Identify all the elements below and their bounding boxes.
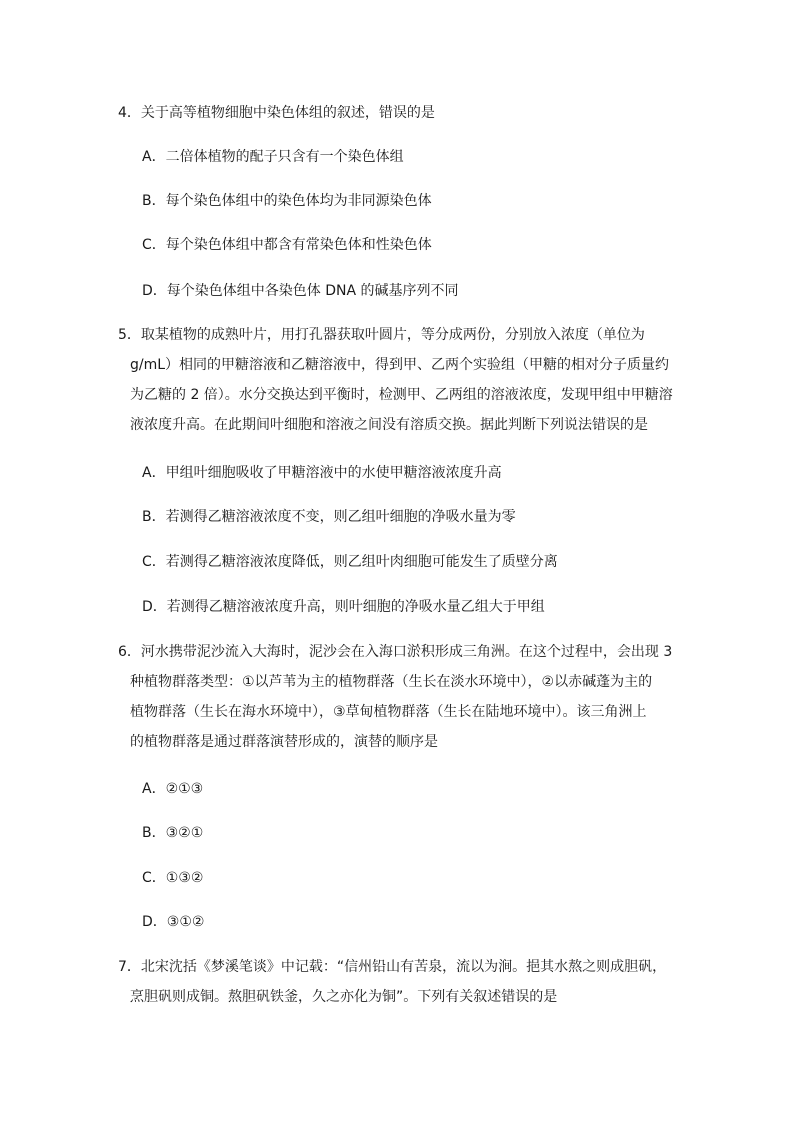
question-7-line-1: [118, 952, 678, 982]
question-4-line-1: [118, 98, 678, 128]
question-6-line-1: [118, 637, 678, 667]
question-5-option-c: C．若测得乙糖溶液浓度降低，则乙组叶肉细胞可能发生了质壁分离: [142, 554, 558, 570]
question-4-option-a: A．二倍体植物的配子只含有一个染色体组: [142, 149, 404, 165]
question-7: [118, 952, 678, 1012]
question-6-option-b: B．③②①: [142, 825, 204, 841]
question-6-stem-1: 河水携带泥沙流入大海时，泥沙会在入海口淤积形成三角洲。在这个过程中，会出现 3: [140, 644, 673, 660]
question-5: [118, 320, 678, 440]
question-6-line-3: 植物群落（生长在海水环境中），③草甸植物群落（生长在陆地环境中）。该三角洲上: [130, 704, 647, 720]
question-6-option-d: D．③①②: [142, 914, 205, 930]
question-5-option-a: A．甲组叶细胞吸收了甲糖溶液中的水使甲糖溶液浓度升高: [142, 465, 502, 481]
question-5-line-4: 液浓度升高。在此期间叶细胞和溶液之间没有溶质交换。据此判断下列说法错误的是: [130, 417, 648, 433]
question-6-number: 6．: [118, 644, 141, 660]
question-4-number: 4．: [118, 105, 141, 121]
question-6-option-c: C．①③②: [142, 870, 204, 886]
question-4-option-b: B．每个染色体组中的染色体均为非同源染色体: [142, 193, 432, 209]
question-5-line-2: g/mL）相同的甲糖溶液和乙糖溶液中，得到甲、乙两个实验组（甲糖的相对分子质量约: [130, 357, 670, 373]
question-4: [118, 98, 678, 128]
question-7-line-2: 烹胆矾则成铜。熬胆矾铁釜，久之亦化为铜”。下列有关叙述错误的是: [130, 989, 558, 1005]
question-5-line-3: 为乙糖的 2 倍）。水分交换达到平衡时，检测甲、乙两组的溶液浓度，发现甲组中甲糖溶: [130, 387, 673, 403]
question-5-option-d: D．若测得乙糖溶液浓度升高，则叶细胞的净吸水量乙组大于甲组: [142, 599, 545, 615]
question-5-number: 5．: [118, 327, 141, 343]
question-7-number: 7．: [118, 959, 141, 975]
question-5-stem-1: 取某植物的成熟叶片，用打孔器获取叶圆片，等分成两份，分别放入浓度（单位为: [140, 327, 645, 343]
question-6-line-2: 种植物群落类型：①以芦苇为主的植物群落（生长在淡水环境中），②以赤碱蓬为主的: [130, 674, 653, 690]
question-6-option-a: A．②①③: [142, 781, 204, 797]
question-4-option-d: D．每个染色体组中各染色体 DNA 的碱基序列不同: [142, 283, 459, 299]
question-5-line-1: [118, 320, 678, 350]
question-4-option-c: C．每个染色体组中都含有常染色体和性染色体: [142, 237, 432, 253]
question-6: [118, 637, 678, 757]
question-7-stem-1: 北宋沈括《梦溪笔谈》中记载：“信州铅山有苦泉，流以为涧。挹其水熬之则成胆矾，: [140, 959, 667, 975]
question-5-option-b: B．若测得乙糖溶液浓度不变，则乙组叶细胞的净吸水量为零: [142, 509, 516, 525]
question-4-stem: 关于高等植物细胞中染色体组的叙述，错误的是: [140, 105, 435, 121]
question-6-line-4: 的植物群落是通过群落演替形成的，演替的顺序是: [130, 734, 438, 750]
